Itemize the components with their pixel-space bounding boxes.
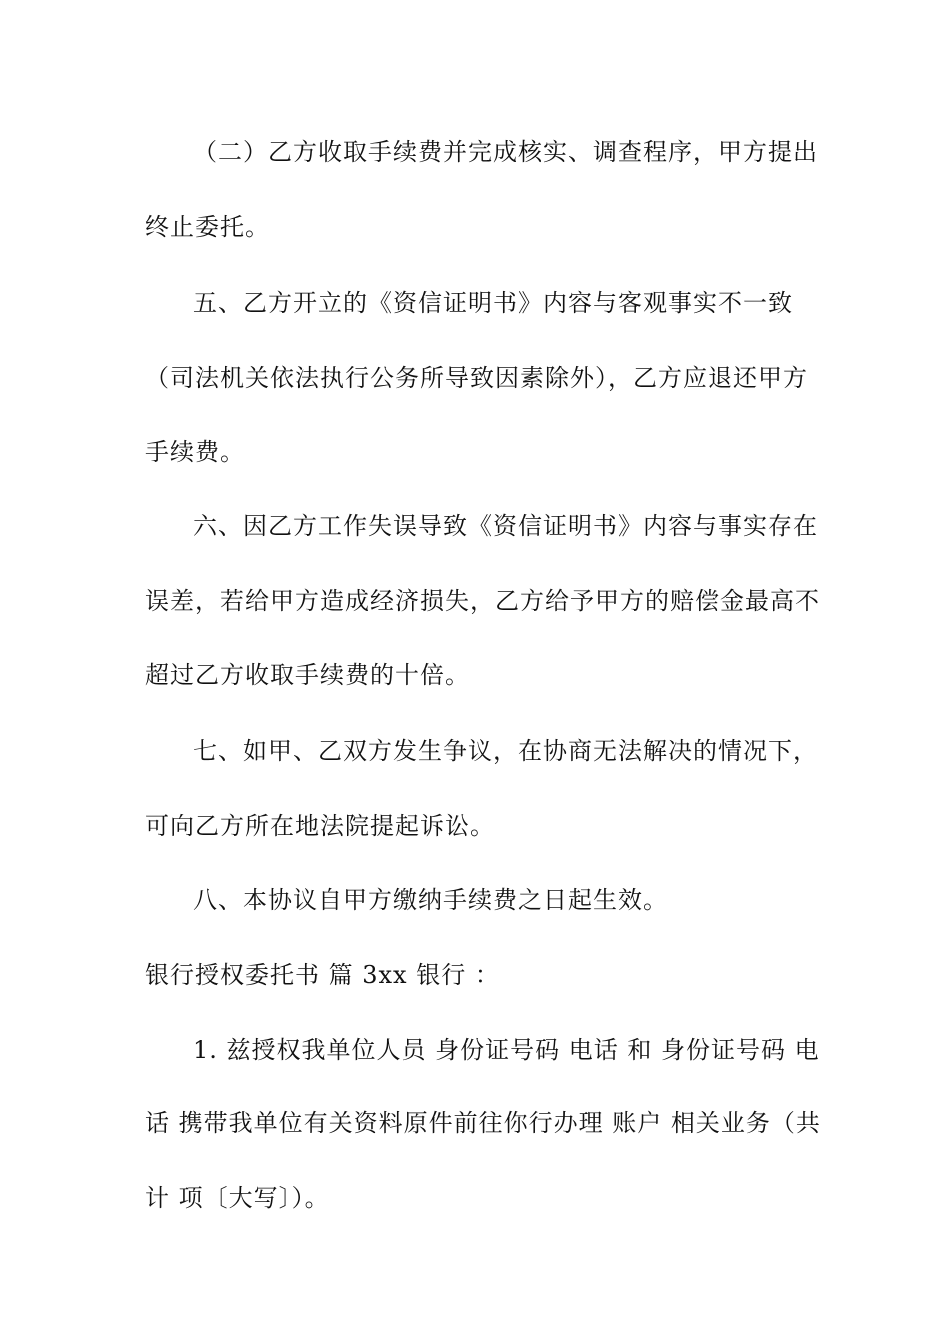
clause-8-line-1: 八、本协议自甲方缴纳手续费之日起生效。 [193, 886, 668, 914]
clause-7-line-2: 可向乙方所在地法院提起诉讼。 [145, 812, 495, 840]
item-1-line-3: 计 项〔大写〕）。 [145, 1184, 330, 1212]
clause-6-line-2: 误差，若给甲方造成经济损失，乙方给予甲方的赔偿金最高不 [145, 587, 820, 615]
section-heading: 银行授权委托书 篇 3xx 银行 ： [145, 961, 500, 989]
paragraph-2-line-2: 终止委托。 [145, 213, 270, 241]
item-1-line-1: 1. 兹授权我单位人员 身份证号码 电话 和 身份证号码 电 [193, 1036, 820, 1064]
paragraph-2-line-1: （二）乙方收取手续费并完成核实、调查程序，甲方提出 [193, 138, 818, 166]
item-1-line-2: 话 携带我单位有关资料原件前往你行办理 账户 相关业务（共 [145, 1109, 821, 1137]
clause-7-line-1: 七、如甲、乙双方发生争议，在协商无法解决的情况下， [193, 737, 818, 765]
clause-5-line-2: （司法机关依法执行公务所导致因素除外），乙方应退还甲方 [145, 364, 808, 392]
clause-6-line-3: 超过乙方收取手续费的十倍。 [145, 661, 470, 689]
clause-5-line-3: 手续费。 [145, 438, 245, 466]
clause-6-line-1: 六、因乙方工作失误导致《资信证明书》内容与事实存在 [193, 512, 818, 540]
clause-5-line-1: 五、乙方开立的《资信证明书》内容与客观事实不一致 [193, 289, 793, 317]
